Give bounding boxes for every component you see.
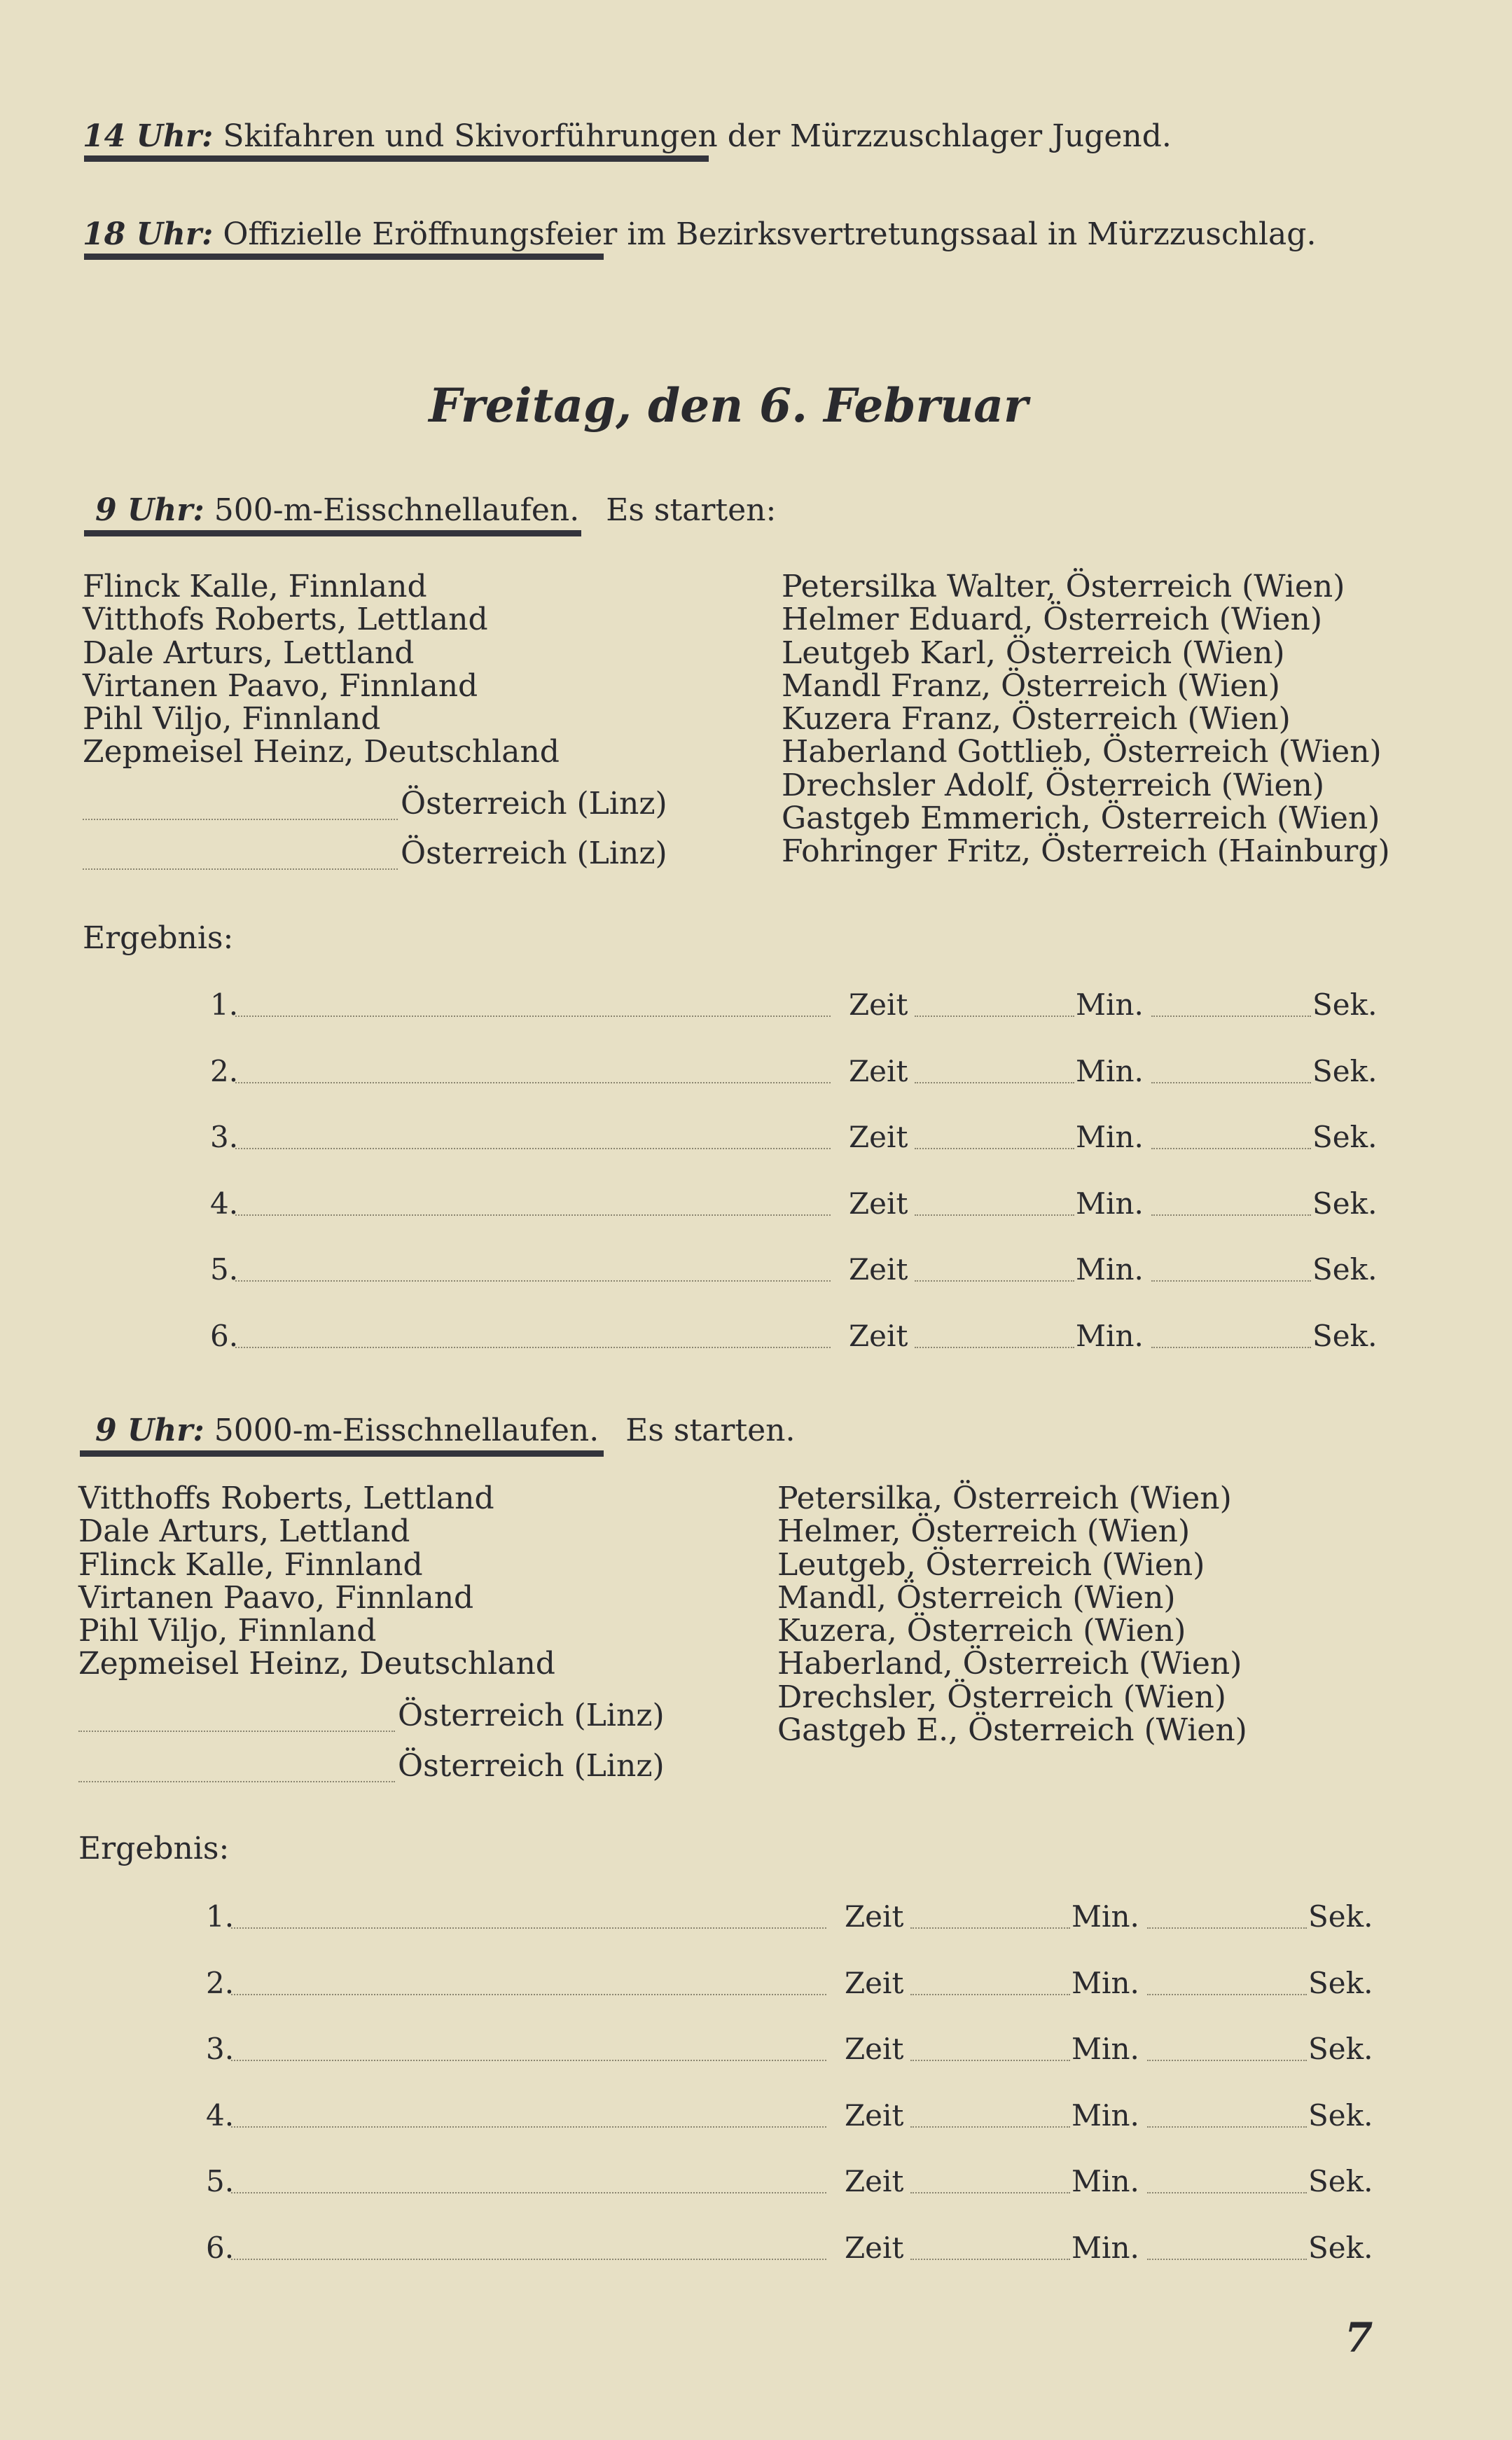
starter-entry: Zepmeisel Heinz, Deutschland [83, 734, 560, 770]
result-name-blank [231, 2259, 826, 2260]
min-label: Min. [1071, 2230, 1139, 2265]
starter-blank-entry: Österreich (Linz) [398, 1698, 665, 1733]
starter-entry: Gastgeb E., Österreich (Wien) [777, 1712, 1247, 1749]
min-label: Min. [1076, 1186, 1144, 1221]
zeit-label: Zeit [845, 1899, 904, 1934]
starter-blank-entry: Österreich (Linz) [401, 836, 667, 871]
underline [84, 530, 581, 536]
min-label: Min. [1076, 1053, 1144, 1088]
starter-entry: Haberland Gottlieb, Österreich (Wien) [782, 734, 1382, 770]
place-number: 2. [210, 1053, 239, 1088]
starter-entry: Helmer, Österreich (Wien) [777, 1513, 1191, 1550]
zeit-label: Zeit [849, 1053, 908, 1088]
minutes-blank [1147, 2259, 1307, 2260]
result-label: Ergebnis: [83, 920, 234, 956]
zeit-label: Zeit [849, 1252, 908, 1287]
min-label: Min. [1071, 2164, 1139, 2198]
intro-line-1 [83, 118, 1172, 154]
time-blank [915, 1280, 1074, 1282]
min-label: Min. [1071, 1899, 1139, 1934]
starter-entry: Gastgeb Emmerich, Österreich (Wien) [782, 800, 1380, 837]
starter-entry: Petersilka Walter, Österreich (Wien) [782, 569, 1345, 604]
event-heading [95, 1415, 796, 1446]
blank-line [83, 819, 398, 820]
place-number: 3. [210, 1120, 239, 1154]
time-label: 18 Uhr: [83, 216, 214, 252]
sek-label: Sek. [1312, 987, 1378, 1022]
sek-label: Sek. [1312, 1120, 1378, 1154]
starter-list-left [83, 570, 560, 769]
time-blank [910, 2126, 1070, 2128]
minutes-blank [1151, 1148, 1311, 1149]
time-blank [910, 1927, 1070, 1929]
place-number: 2. [206, 1965, 235, 2000]
zeit-label: Zeit [849, 1120, 908, 1154]
min-label: Min. [1076, 1318, 1144, 1353]
blank-line [78, 1781, 395, 1782]
min-label: Min. [1076, 987, 1144, 1022]
result-name-blank [235, 1214, 831, 1216]
starter-entry: Mandl, Österreich (Wien) [777, 1579, 1176, 1616]
minutes-blank [1151, 1082, 1311, 1083]
minutes-blank [1151, 1015, 1311, 1017]
time-label: 9 Uhr: [95, 492, 204, 528]
minutes-blank [1147, 2126, 1307, 2128]
minutes-blank [1151, 1347, 1311, 1348]
starter-entry: Petersilka, Österreich (Wien) [777, 1481, 1232, 1516]
sek-label: Sek. [1312, 1252, 1378, 1287]
zeit-label: Zeit [845, 2230, 904, 2265]
time-blank [910, 2259, 1070, 2260]
blank-line [83, 868, 398, 870]
zeit-label: Zeit [849, 987, 908, 1022]
intro-text: Offizielle Eröffnungsfeier im Bezirksvertretungssaal in Mürzzuschlag. [223, 216, 1317, 252]
min-label: Min. [1071, 2098, 1139, 2133]
starter-entry: Virtanen Paavo, Finnland [78, 1579, 474, 1616]
minutes-blank [1147, 2060, 1307, 2061]
sek-label: Sek. [1308, 2098, 1373, 2133]
underline [84, 155, 709, 162]
zeit-label: Zeit [845, 2032, 904, 2066]
event-name: 500-m-Eisschnellaufen. [214, 492, 580, 528]
zeit-label: Zeit [849, 1318, 908, 1353]
starter-entry: Drechsler, Österreich (Wien) [777, 1679, 1226, 1715]
starter-list-left [78, 1482, 555, 1681]
starter-entry: Virtanen Paavo, Finnland [83, 667, 478, 704]
starter-entry: Pihl Viljo, Finnland [83, 701, 381, 737]
sek-label: Sek. [1308, 2230, 1373, 2265]
starter-entry: Flinck Kalle, Finnland [78, 1546, 423, 1583]
starter-entry: Pihl Viljo, Finnland [78, 1613, 377, 1649]
event-heading [95, 492, 777, 528]
time-blank [915, 1082, 1074, 1083]
result-name-blank [231, 1927, 826, 1929]
result-name-blank [231, 1994, 826, 1995]
time-blank [915, 1148, 1074, 1149]
place-number: 5. [206, 2164, 235, 2198]
sek-label: Sek. [1308, 2032, 1373, 2066]
place-number: 6. [206, 2230, 235, 2265]
result-name-blank [235, 1280, 831, 1282]
minutes-blank [1147, 1927, 1307, 1929]
starters-label: Es starten. [625, 1413, 796, 1448]
starter-list-right [777, 1482, 1247, 1747]
starter-entry: Vitthoffs Roberts, Lettland [78, 1481, 494, 1516]
starter-entry: Vitthofs Roberts, Lettland [83, 602, 488, 638]
blank-line [78, 1731, 395, 1732]
underline [80, 1450, 604, 1457]
starter-entry: Leutgeb Karl, Österreich (Wien) [782, 635, 1285, 671]
starter-entry: Kuzera Franz, Österreich (Wien) [782, 701, 1291, 737]
event-name: 5000-m-Eisschnellaufen. [214, 1413, 599, 1448]
starter-blank-entry: Österreich (Linz) [398, 1748, 665, 1784]
time-blank [915, 1347, 1074, 1348]
zeit-label: Zeit [849, 1186, 908, 1221]
starter-entry: Drechsler Adolf, Österreich (Wien) [782, 767, 1324, 803]
sek-label: Sek. [1308, 2164, 1373, 2198]
result-name-blank [231, 2126, 826, 2128]
starter-entry: Dale Arturs, Lettland [83, 635, 415, 671]
time-blank [910, 2060, 1070, 2061]
time-label: 14 Uhr: [83, 118, 214, 154]
starter-entry: Fohringer Fritz, Österreich (Hainburg) [782, 833, 1390, 870]
sek-label: Sek. [1308, 1899, 1373, 1934]
place-number: 1. [206, 1899, 235, 1934]
result-name-blank [231, 2192, 826, 2193]
result-name-blank [235, 1148, 831, 1149]
intro-line-2 [83, 216, 1317, 252]
page-number: 7 [1345, 2314, 1373, 2362]
minutes-blank [1147, 1994, 1307, 1995]
result-name-blank [235, 1082, 831, 1083]
sek-label: Sek. [1308, 1965, 1373, 2000]
zeit-label: Zeit [845, 2098, 904, 2133]
time-blank [915, 1015, 1074, 1017]
sek-label: Sek. [1312, 1186, 1378, 1221]
starter-entry: Kuzera, Österreich (Wien) [777, 1613, 1186, 1649]
place-number: 1. [210, 987, 239, 1022]
starter-entry: Leutgeb, Österreich (Wien) [777, 1546, 1205, 1583]
starter-entry: Haberland, Österreich (Wien) [777, 1646, 1242, 1682]
result-name-blank [235, 1015, 831, 1017]
starter-entry: Flinck Kalle, Finnland [83, 569, 427, 604]
starter-entry: Dale Arturs, Lettland [78, 1513, 410, 1550]
time-blank [910, 2192, 1070, 2193]
min-label: Min. [1076, 1252, 1144, 1287]
starter-entry: Mandl Franz, Österreich (Wien) [782, 667, 1280, 704]
time-label: 9 Uhr: [95, 1413, 204, 1448]
day-title: Freitag, den 6. Februar [429, 378, 1028, 433]
intro-text: Skifahren und Skivorführungen der Mürzzuschlager Jugend. [223, 118, 1172, 154]
place-number: 4. [206, 2098, 235, 2133]
sek-label: Sek. [1312, 1318, 1378, 1353]
zeit-label: Zeit [845, 1965, 904, 2000]
minutes-blank [1147, 2192, 1307, 2193]
starter-entry: Zepmeisel Heinz, Deutschland [78, 1646, 555, 1682]
starter-blank-entry: Österreich (Linz) [401, 786, 667, 822]
min-label: Min. [1076, 1120, 1144, 1154]
starters-label: Es starten: [606, 492, 777, 528]
sek-label: Sek. [1312, 1053, 1378, 1088]
min-label: Min. [1071, 1965, 1139, 2000]
starter-list-right [782, 570, 1390, 868]
time-blank [915, 1214, 1074, 1216]
starter-entry: Helmer Eduard, Österreich (Wien) [782, 602, 1323, 638]
zeit-label: Zeit [845, 2164, 904, 2198]
minutes-blank [1151, 1214, 1311, 1216]
place-number: 6. [210, 1318, 239, 1353]
place-number: 3. [206, 2032, 235, 2066]
min-label: Min. [1071, 2032, 1139, 2066]
result-name-blank [235, 1347, 831, 1348]
underline [84, 254, 604, 260]
place-number: 4. [210, 1186, 239, 1221]
time-blank [910, 1994, 1070, 1995]
minutes-blank [1151, 1280, 1311, 1282]
result-name-blank [231, 2060, 826, 2061]
place-number: 5. [210, 1252, 239, 1287]
result-label: Ergebnis: [78, 1831, 230, 1866]
